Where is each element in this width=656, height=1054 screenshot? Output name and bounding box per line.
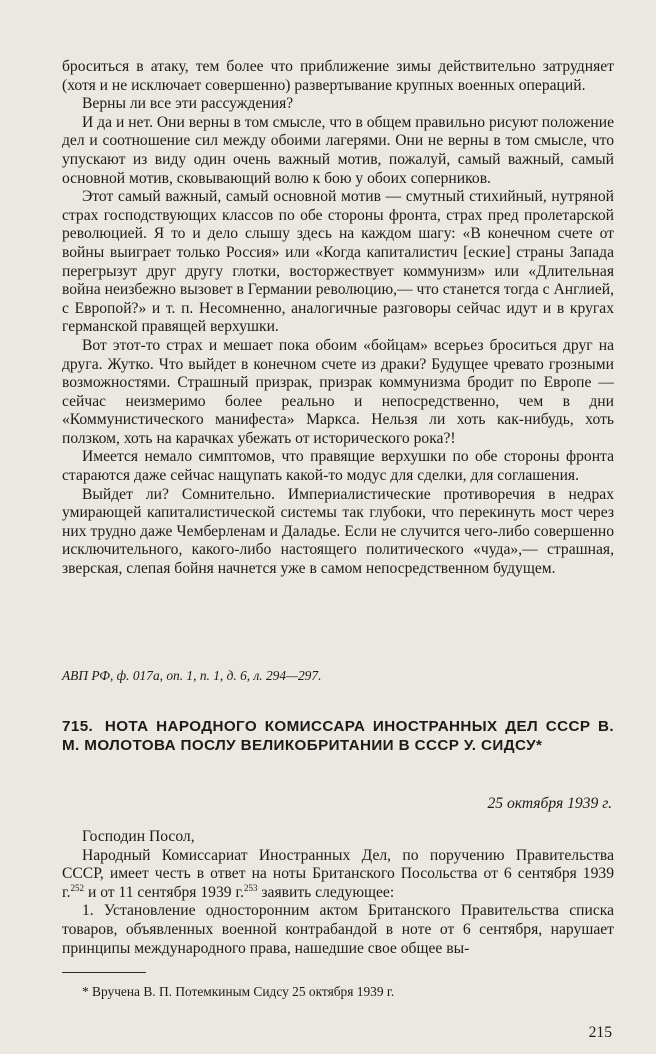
note-body <box>62 828 614 958</box>
archive-source: АВП РФ, ф. 017а, оп. 1, п. 1, д. 6, л. 294—297. <box>62 668 322 683</box>
paragraph: Имеется немало симптомов, что правящие верхушки по обе стороны фронта стараются даже сейчас нащупать какой-то модус для сделки, для соглашения. <box>62 448 614 485</box>
paragraph: броситься в атаку, тем более что приближение зимы действительно затрудняет (хотя и не исключает совершенно) развертывание крупных военных операций. <box>62 58 614 94</box>
footnote: * Вручена В. П. Потемкиным Сидсу 25 октября 1939 г. <box>82 984 395 999</box>
document-heading <box>62 717 614 755</box>
letter-body <box>62 58 614 579</box>
paragraph: Этот самый важный, самый основной мотив — смутный стихийный, нутряной страх господствующих классов по обе стороны фронта, страх пред пролетарской революцией. Я то и дело слышу здесь на каждом шагу: «В конечном счете от войны выиграет только Россия» или «Когда капиталистич [еские] страны Запада перегрызут друг другу глотки, восторжествует коммунизм» или «Длительная война неизбежно вызовет в Германии революцию,— что станется тогда с Англией, с Европой?» и т. п. Несомненно, аналогичные разговоры сейчас идут и в кругах германской правящей верхушки. <box>62 188 614 336</box>
reference-mark: 252 <box>70 882 85 893</box>
salutation: Господин Посол, <box>82 828 195 845</box>
footnote-divider <box>62 972 146 973</box>
paragraph: И да и нет. Они верны в том смысле, что в общем правильно рисуют положение дел и соотношение сил между обоими лагерями. Они не верны в том смысле, что упускают из виду один очень важный мотив, пожалуй, самый важный, самый основной мотив, сковывающий волю к бою у обоих соперников. <box>62 113 614 187</box>
document-number: 715. <box>62 718 94 735</box>
reference-mark: 253 <box>244 882 258 893</box>
document-title: НОТА НАРОДНОГО КОМИССАРА ИНОСТРАННЫХ ДЕЛ СССР В. М. МОЛОТОВА ПОСЛУ ВЕЛИКОБРИТАНИИ В СССР У. СИДСУ* <box>62 718 614 754</box>
page-number: 215 <box>588 1024 612 1041</box>
paragraph: Выйдет ли? Сомнительно. Империалистические противоречия в недрах умирающей капиталистической системы так глубоки, что перекинуть мост через них трудно даже Чемберленам и Даладье. Если не случится чего-либо совершенно исключительного, какого-либо настоящего политического «чуда»,— страшная, зверская, слепая бойня начнется уже в самом непосредственном будущем. <box>62 485 614 578</box>
text-run: Народный Комиссариат Иностранных Дел, по поручению Правительства СССР, имеет честь в ответ на ноты Британского Посольства от 6 сентября 1939 г. <box>62 846 614 901</box>
paragraph: Вот этот-то страх и мешает пока обоим «бойцам» всерьез броситься друг на друга. Жутко. Что выйдет в конечном счете из драки? Будущее чревато грозными возможностями. Страшный призрак, призрак коммунизма бродит по Европе — сейчас неизмеримо более реально и непосредственно, чем в дни «Коммунистического манифеста» Маркса. Нельзя ли хоть как-нибудь, хоть ползком, хоть на карачках убежать от исторического рока?! <box>62 336 614 447</box>
paragraph: 1. Установление односторонним актом Британского Правительства списка товаров, объявленных военной контрабандой в ноте от 6 сентября, нарушает принципы международного права, нашедшие свое общее вы- <box>62 902 614 957</box>
text-run: заявить следующее: <box>257 883 395 901</box>
text-run: и от 11 сентября 1939 г. <box>84 883 244 901</box>
document-date: 25 октября 1939 г. <box>487 795 612 812</box>
paragraph <box>62 847 614 903</box>
paragraph: Верны ли все эти рассуждения? <box>82 95 294 113</box>
